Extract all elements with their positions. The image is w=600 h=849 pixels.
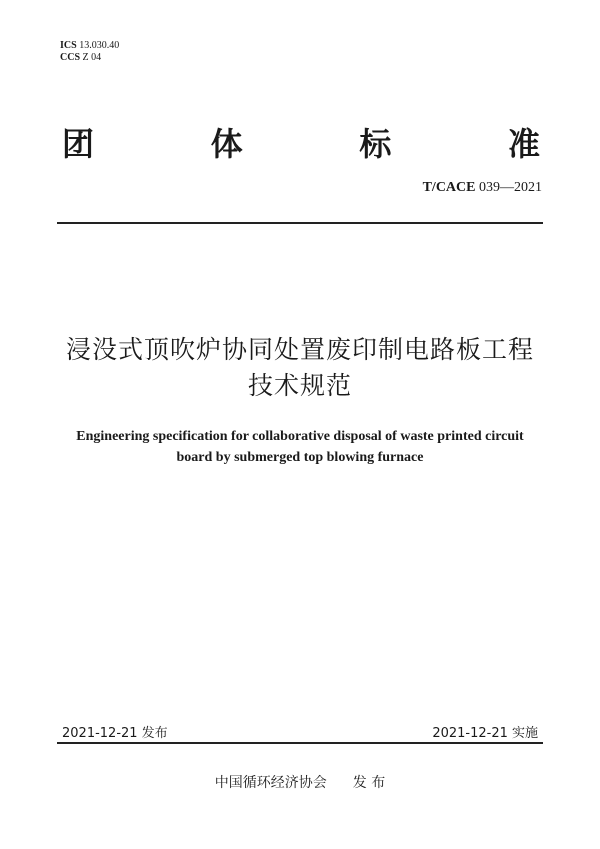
standard-type-char: 体 xyxy=(210,125,243,163)
publisher-name: 中国循环经济协会 xyxy=(214,775,327,791)
title-english-line2: board by submerged top blowing furnace xyxy=(176,450,424,465)
standard-type-char: 准 xyxy=(507,125,540,163)
ccs-code xyxy=(60,52,119,64)
standard-type-char: 团 xyxy=(62,125,95,163)
classification-codes xyxy=(60,40,119,64)
ccs-value: Z 04 xyxy=(82,52,102,63)
publisher-action: 发 布 xyxy=(352,775,386,791)
title-chinese-line2: 技术规范 xyxy=(247,371,352,400)
implement-date: 2021-12-21 实施 xyxy=(432,726,538,741)
standard-number xyxy=(423,180,542,196)
ics-value: 13.030.40 xyxy=(79,40,120,51)
ccs-label: CCS xyxy=(60,52,81,63)
ics-code xyxy=(60,40,119,52)
standard-type-heading xyxy=(62,116,540,172)
title-chinese xyxy=(0,332,600,404)
ics-label: ICS xyxy=(60,40,77,51)
standard-type-char: 标 xyxy=(359,125,392,163)
standard-number-value: 039—2021 xyxy=(479,180,542,195)
publish-date: 2021-12-21 发布 xyxy=(62,726,168,741)
title-english-line1: Engineering specification for collaborative disposal of waste printed circuit xyxy=(76,429,524,444)
standard-code: T/CACE xyxy=(422,180,476,195)
publisher xyxy=(0,772,600,792)
bottom-divider xyxy=(57,742,543,744)
title-english xyxy=(0,426,600,468)
title-chinese-line1: 浸没式顶吹炉协同处置废印制电路板工程 xyxy=(65,335,534,364)
top-divider xyxy=(57,222,543,224)
